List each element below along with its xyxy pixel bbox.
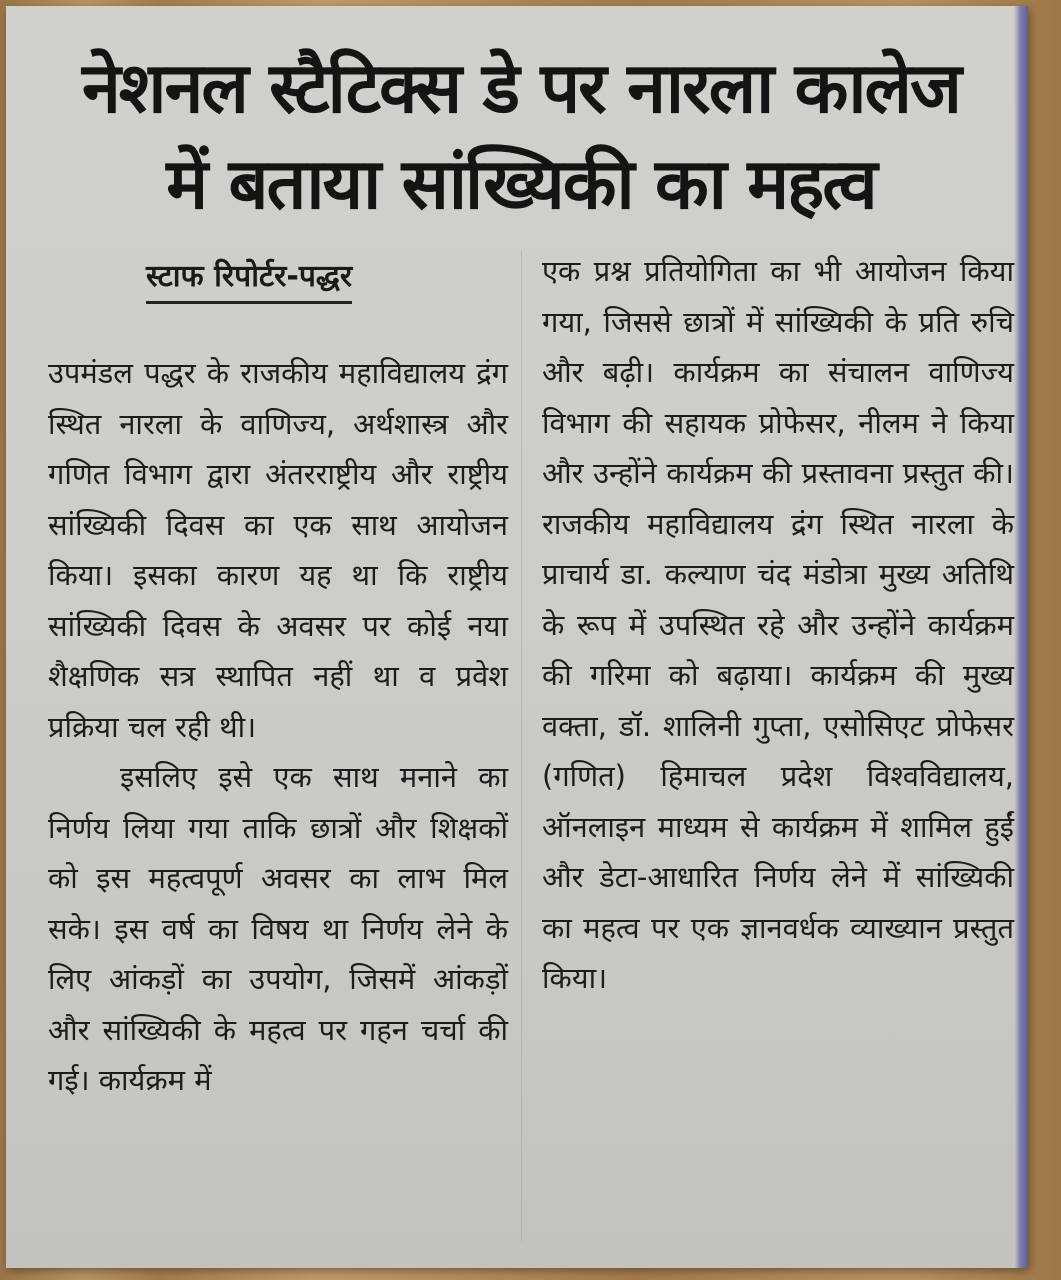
headline-line-2: में बताया सांख्यिकी का महत्व — [166, 143, 876, 225]
headline-line-1: नेशनल स्टैटिक्स डे पर नारला कालेज — [82, 47, 960, 129]
column-divider — [521, 251, 522, 1241]
article-headline — [26, 40, 1016, 232]
left-paragraph-2: इसलिए इसे एक साथ मनाने का निर्णय लिया गया ताकि छात्रों और शिक्षकों को इस महत्वपूर्ण अवसर का लाभ मिल सके। इस वर्ष का विषय था निर्णय लेने के लिए आंकड़ों का उपयोग, जिसमें आंकड़ों और सांख्यिकी के महत्व पर गहन चर्चा की गई। कार्यक्रम में — [48, 760, 508, 1097]
left-paragraph-1: उपमंडल पद्धर के राजकीय महाविद्यालय द्रंग स्थित नारला के वाणिज्य, अर्थशास्त्र और गणित विभाग द्वारा अंतरराष्ट्रीय और राष्ट्रीय सांख्यिकी दिवस का एक साथ आयोजन किया। इसका कारण यह था कि राष्ट्रीय सांख्यिकी दिवस के अवसर पर कोई नया शैक्षणिक सत्र स्थापित नहीं था व प्रवेश प्रक्रिया चल रही थी। — [48, 356, 508, 744]
article-byline: स्टाफ रिपोर्टर-पद्धर — [146, 254, 352, 304]
right-paragraph-1: एक प्रश्न प्रतियोगिता का भी आयोजन किया गया, जिससे छात्रों में सांख्यिकी के प्रति रुचि और बढ़ी। कार्यक्रम का संचालन वाणिज्य विभाग की सहायक प्रोफेसर, नीलम ने किया और उन्होंने कार्यक्रम की प्रस्तावना प्रस्तुत की। राजकीय महाविद्यालय द्रंग स्थित नारला के प्राचार्य डा. कल्याण चंद मंडोत्रा मुख्य अतिथि के रूप में उपस्थित रहे और उन्होंने कार्यक्रम की गरिमा को बढ़ाया। कार्यक्रम की मुख्य वक्ता, डॉ. शालिनी गुप्ता, एसोसिएट प्रोफेसर (गणित) हिमाचल प्रदेश विश्वविद्यालय, ऑनलाइन माध्यम से कार्यक्रम में शामिल हुईं और डेटा-आधारित निर्णय लेने में सांख्यिकी का महत्व पर एक ज्ञानवर्धक व्याख्यान प्रस्तुत किया। — [542, 254, 1014, 995]
newspaper-clipping — [6, 6, 1028, 1268]
article-column-right — [542, 246, 1014, 1004]
clipping-edge — [1014, 6, 1028, 1268]
article-column-left — [48, 348, 508, 1106]
